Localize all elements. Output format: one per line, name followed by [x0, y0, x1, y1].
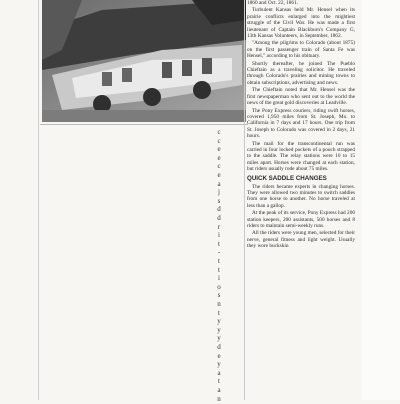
fragment-letter: r [217, 222, 221, 231]
left-margin-strip [28, 0, 39, 400]
fragment-letter: s [217, 291, 221, 300]
fragment-letter: e [217, 351, 221, 360]
paragraph-2: "Among the pilgrims to Colorado (about 1875) on the first passenger train of Santa Fe was Hensel," according to his obituary. [247, 40, 355, 60]
article-column [247, 0, 355, 400]
fragment-letter: n [217, 300, 221, 308]
paragraph-0: 1860 and Oct. 22, 1861. [247, 0, 299, 6]
fragment-letter: a [217, 179, 221, 188]
paragraph-8: At the peak of its service, Pony Express had 200 station keepers, 200 assistants, 500 horses and 8 riders to maintain semi-weekly runs. [247, 210, 355, 229]
fragment-letter: e [217, 171, 221, 179]
fragment-letter: t [218, 257, 220, 265]
fragment-letter: j [218, 188, 220, 197]
fragment-letter: d [217, 205, 221, 214]
paragraph-5: The Pony Express couriers, riding swift horses, covered 1,950 miles from St. Joseph, Mo. to California in 7 days and 17 hours. One trip from St. Joseph to Colorado was covered in 2 days, 21 hours. [247, 107, 355, 140]
fragment-letter: y [217, 317, 221, 326]
fragment-letter: s [217, 196, 221, 205]
fragment-letter: t [218, 239, 220, 248]
fragment-letter: d [217, 343, 221, 351]
fragment-letter: c [217, 128, 221, 136]
fragment-letter: e [217, 145, 221, 154]
fragment-letter: y [217, 325, 221, 334]
right-margin [362, 0, 400, 400]
fragment-letter: o [217, 282, 221, 291]
fragment-letter: n [217, 394, 221, 403]
fragment-letter: y [217, 334, 221, 343]
fragment-letter: i [218, 231, 220, 240]
fragment-letter: a [217, 368, 221, 377]
paragraph-3: Shortly thereafter, he joined The Pueblo Chieftain as a traveling solicitor. He traveled through Colorado's prairies and mining towns to obtain subscriptions, advertising and news. [247, 60, 355, 86]
subheading: QUICK SADDLE CHANGES [247, 174, 327, 182]
fragment-letter: t [218, 377, 220, 386]
fragment-letter: t [218, 308, 220, 317]
column-rule [244, 0, 245, 400]
paragraph-7: The riders became experts in changing horses. They were allowed two minutes to switch saddles from one horse to another. No horse traveled at less than a gallop. [247, 183, 355, 209]
paragraph-6: The mail for the transcontinental run was carried in four locked pockets of a pouch strapped to the saddle. The relay stations were 10 to 15 miles apart. Horses were changed at each station, but riders usually rode about 75 miles. [247, 140, 355, 173]
fragment-letter: y [217, 360, 221, 369]
left-column-fragment [214, 0, 224, 403]
fragment-letter: e [217, 153, 221, 162]
fragment-letter: d [217, 214, 221, 222]
paragraph-1: Turbulent Kansas held Mr. Hensel when its prairie conflicts enlarged into the mightiest struggle of the Civil War. He was made a first lieutenant of Captain Blackburn's Company G, 13th Kansas Volunteers, in September, 1862. [247, 7, 355, 40]
fragment-letter: i [218, 274, 220, 283]
fragment-letter: c [217, 162, 221, 171]
paragraph-4: The Chieftain noted that Mr. Hensel was the first newspaperman who sent out to the world the news of the great gold discoveries at Leadville. [247, 87, 355, 107]
fragment-letter: c [217, 136, 221, 145]
fragment-letter: a [217, 386, 221, 394]
fragment-letter: - [217, 248, 221, 257]
paragraph-9: All the riders were young men, selected for their nerve, general fitness and light weight. Usually they wore buckskin [247, 230, 355, 250]
fragment-letter: t [218, 265, 220, 274]
